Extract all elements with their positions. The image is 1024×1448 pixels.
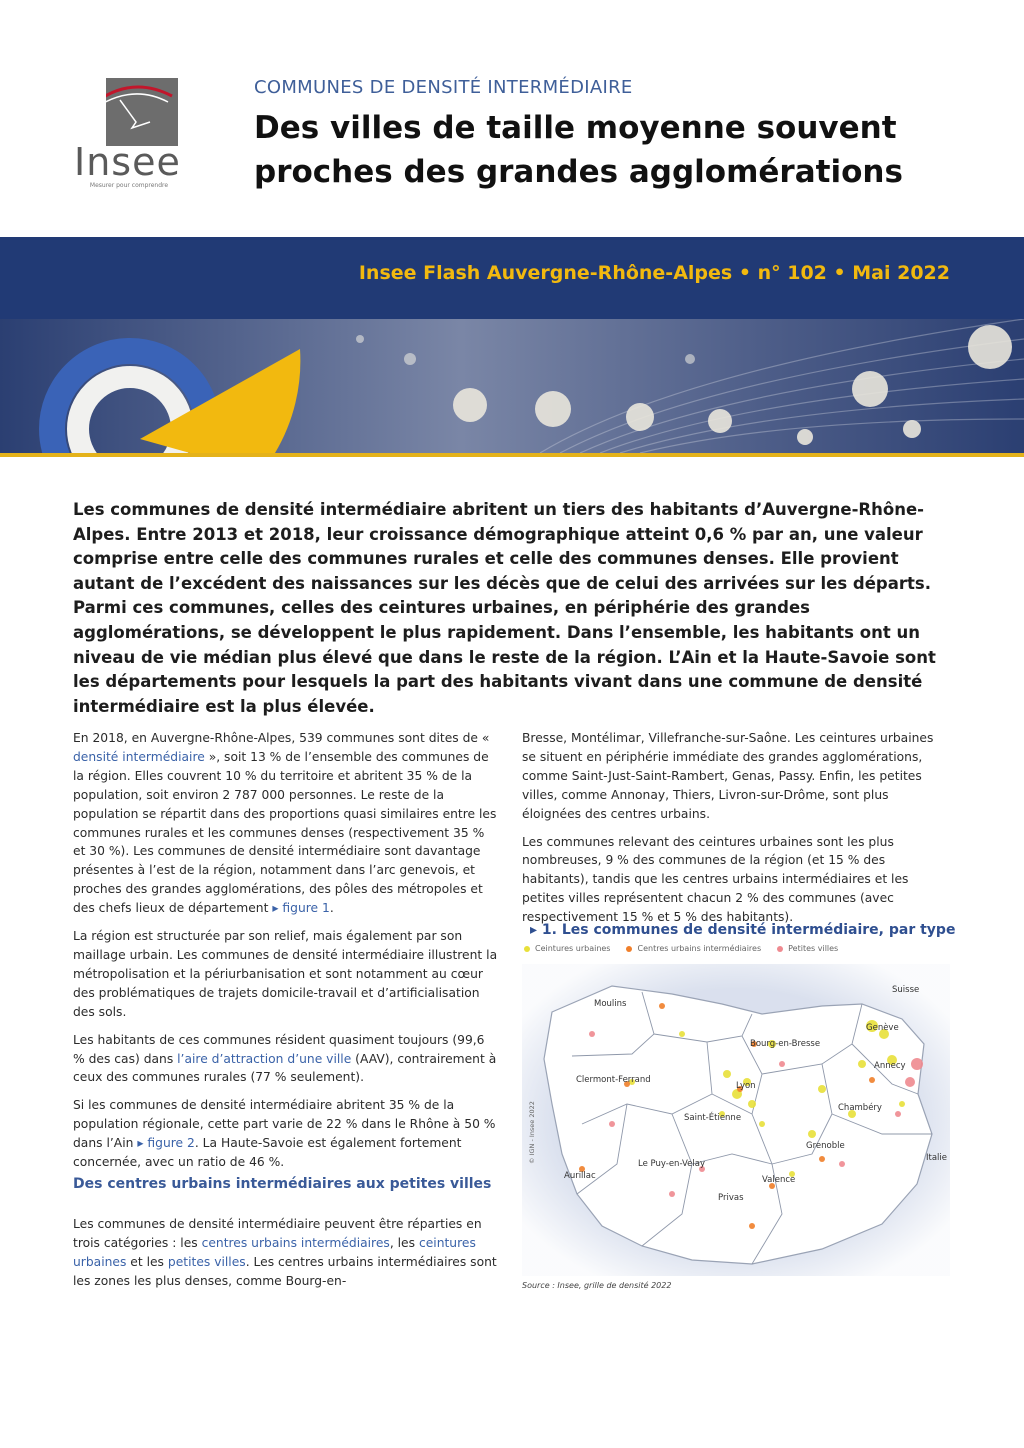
hero-underline — [0, 453, 1024, 457]
legend-swatch-petites-villes — [777, 946, 783, 952]
text-run: et les — [126, 1254, 168, 1269]
text-run: Les communes de densité intermédiaire peuvent être réparties en trois catégories : les — [73, 1217, 482, 1250]
publication-info: Insee Flash Auvergne-Rhône-Alpes • n° 102 • Mai 2022 — [358, 262, 950, 284]
figure-legend — [524, 944, 944, 953]
body-paragraph — [73, 1031, 499, 1088]
section-subheading: Des centres urbains intermédiaires aux petites villes — [73, 1176, 492, 1192]
body-column-left — [73, 729, 499, 1181]
insee-logo-text: Insee — [74, 140, 181, 184]
link-figure-2[interactable]: ▸ figure 2 — [137, 1136, 195, 1151]
section-kicker: COMMUNES DE DENSITÉ INTERMÉDIAIRE — [254, 77, 633, 98]
legend-swatch-centres — [626, 946, 632, 952]
text-run: , les — [389, 1235, 419, 1250]
figure-source: Source : Insee, grille de densité 2022 — [522, 1281, 672, 1290]
legend-item — [626, 944, 761, 953]
link-centres-urbains[interactable]: centres urbains intermédiaires — [201, 1235, 390, 1250]
city-label-annecy: Annecy — [874, 1061, 906, 1071]
text-run: Si les communes de densité intermédiaire abritent 35 % de la population régionale, cette part varie de 22 % dans le Rhône à 50 % dans l’Ain — [73, 1098, 496, 1151]
city-label-valence: Valence — [762, 1175, 796, 1185]
body-paragraph: Les communes relevant des ceintures urbaines sont les plus nombreuses, 9 % des communes de la région (et 15 % des habitants), tandis que les centres urbains intermédiaires et les petites villes représentent chacun 2 % des communes (avec respectivement 15 % et 5 % des habitants). — [522, 834, 909, 925]
body-column-left-lower — [73, 1215, 499, 1300]
city-label-bourg-en-bresse: Bourg-en-Bresse — [750, 1039, 821, 1049]
body-paragraph: Bresse, Montélimar, Villefranche-sur-Saône. Les ceintures urbaines se situent en périphérie immédiate des grandes agglomérations, comme Saint-Just-Saint-Rambert, Genas, Passy. Enfin, les petites villes, comme Annonay, Thiers, Livron-sur-Drôme, sont plus éloignées des centres urbains. — [522, 731, 934, 821]
insee-logo-tagline: Mesurer pour comprendre — [89, 182, 169, 189]
body-paragraph — [73, 729, 499, 918]
text-run: . — [329, 901, 334, 916]
figure-title: ▸ 1. Les communes de densité intermédiaire, par type — [530, 922, 956, 938]
link-densite-intermediaire[interactable]: densité intermédiaire — [73, 749, 205, 764]
link-petites-villes[interactable]: petites villes — [167, 1254, 246, 1269]
city-label-moulins: Moulins — [594, 999, 627, 1009]
text-run: », soit 13 % de l’ensemble des communes de la région. Elles couvrent 10 % du territoire et abritent 35 % de la population, soit environ 2 787 000 personnes. Le reste de la population se répartit dans des proportions quasi similaires entre les communes rurales et les communes denses (respectivement 35 % et 30 %). Les communes de densité intermédiaire sont davantage présentes à l’est de la région, notamment dans l’arc genevois, et proches des grandes agglomérations, des pôles des métropoles et des chefs lieux de département — [73, 749, 497, 916]
legend-label: Petites villes — [788, 944, 839, 953]
legend-label: Ceintures urbaines — [535, 944, 611, 953]
insee-logo-mark — [106, 78, 178, 146]
map-label-suisse: Suisse — [892, 985, 920, 995]
city-label-lyon: Lyon — [736, 1081, 756, 1091]
body-paragraph: La région est structurée par son relief, mais également par son maillage urbain. Les communes de densité intermédiaire illustrent la métropolisation et la périurbanisation et sont notamment au cœur des problématiques de trajets domicile-travail et d’artificialisation des sols. — [73, 929, 498, 1019]
text-run: Les habitants de ces communes résident quasiment toujours (99,6 % des cas) dans — [73, 1032, 485, 1066]
text-run: (AAV), contrairement à ceux des communes rurales (77 % seulement). — [73, 1051, 497, 1085]
region-map — [522, 964, 950, 1276]
city-label-le-puy-en-velay: Le Puy-en-Velay — [638, 1159, 705, 1169]
page-title: Des villes de taille moyenne souvent proches des grandes agglomérations — [254, 110, 903, 190]
city-label-chambery: Chambéry — [838, 1103, 882, 1113]
map-credit: © IGN - Insee 2022 — [528, 1101, 536, 1164]
city-label-privas: Privas — [718, 1193, 744, 1203]
text-run: . La Haute-Savoie est également fortement concernée, avec un ratio de 46 %. — [73, 1136, 462, 1170]
legend-label: Centres urbains intermédiaires — [637, 944, 762, 953]
text-run: En 2018, en Auvergne-Rhône-Alpes, 539 communes sont dites de « — [73, 731, 490, 745]
city-label-grenoble: Grenoble — [806, 1141, 845, 1151]
city-label-clermont-ferrand: Clermont-Ferrand — [576, 1075, 651, 1085]
city-label-geneve: Genève — [866, 1023, 899, 1033]
legend-item — [777, 944, 838, 953]
legend-swatch-ceintures — [524, 946, 530, 952]
text-run: . Les centres urbains intermédiaires sont les zones les plus denses, comme Bourg-en- — [73, 1254, 497, 1288]
legend-item — [524, 944, 610, 953]
link-ceintures-urbaines[interactable]: ceintures urbaines — [73, 1235, 476, 1269]
lead-paragraph: Les communes de densité intermédiaire abritent un tiers des habitants d’Auvergne-Rhône-Alpes. Entre 2013 et 2018, leur croissance démographique atteint 0,6 % par an, une valeur comprise entre celle des communes rurales et celle des communes denses. Elle provient autant de l’excédent des naissances sur les décès que de celui des arrivées sur les départs. Parmi ces communes, celles des ceintures urbaines, en périphérie des grandes agglomérations, se développent le plus rapidement. Dans l’ensemble, les habitants ont un niveau de vie médian plus élevé que dans le reste de la région. L’Ain et la Haute-Savoie sont les départements pour lesquels la part des habitants vivant dans une commune de densité intermédiaire est la plus élevée. — [73, 500, 936, 716]
city-label-saint-etienne: Saint-Étienne — [684, 1113, 742, 1123]
map-label-italie: Italie — [926, 1153, 948, 1163]
body-column-right — [522, 729, 946, 936]
hero-illustration — [0, 319, 1024, 453]
body-paragraph — [73, 1096, 499, 1172]
link-aire-attraction[interactable]: l’aire d’attraction d’une ville — [177, 1051, 352, 1066]
city-label-aurillac: Aurillac — [564, 1171, 596, 1181]
body-paragraph — [73, 1215, 499, 1291]
link-figure-1[interactable]: ▸ figure 1 — [272, 901, 330, 916]
